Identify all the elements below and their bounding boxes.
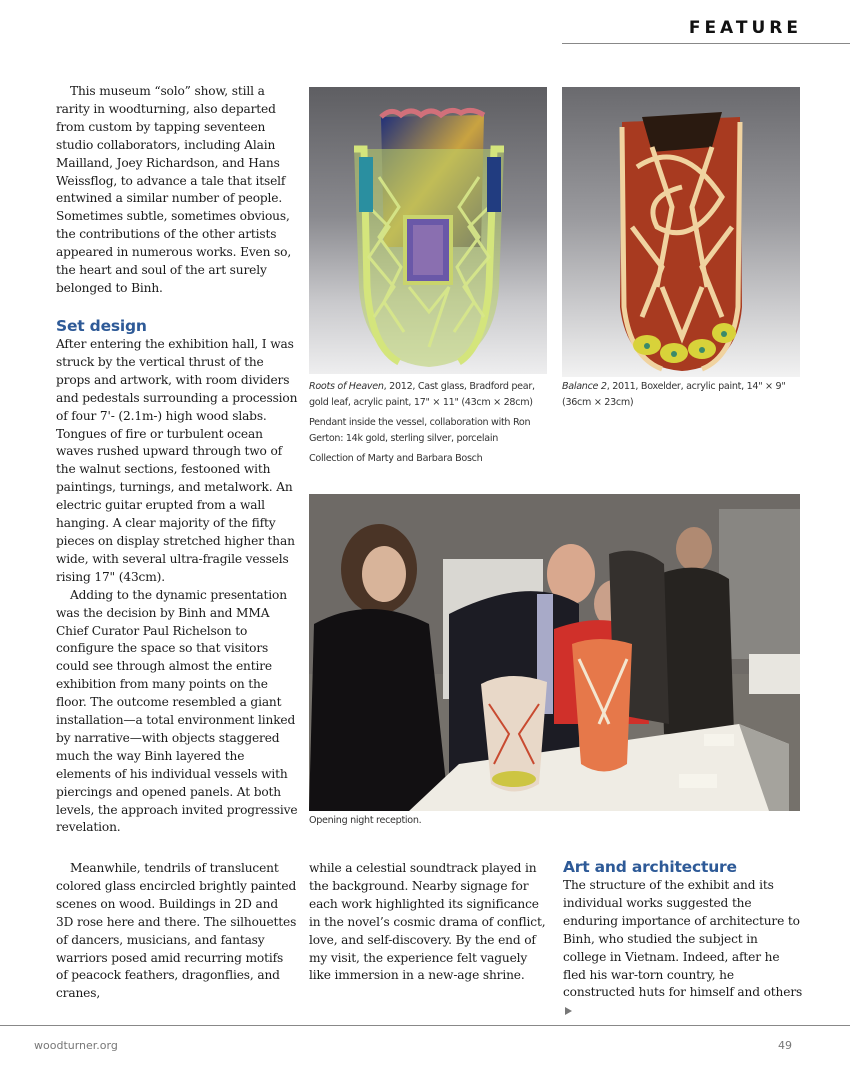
caption-text: Opening night reception. [309, 815, 422, 826]
vessel-illustration [309, 87, 547, 374]
middle-column [309, 860, 549, 985]
photo-balance-2 [562, 87, 800, 377]
artwork-details: , 2012, Cast glass, Bradford pear, gold leaf, acrylic paint, 17" × 11" (43cm × 28cm) [309, 381, 535, 408]
photo-opening-reception [309, 494, 800, 811]
photo-roots-of-heaven [309, 87, 547, 374]
artwork-title: Roots of Heaven [309, 381, 384, 392]
caption-collection: Collection of Marty and Barbara Bosch [309, 453, 483, 464]
section-label: FEATURE [688, 18, 802, 38]
caption-roots-of-heaven [309, 379, 549, 472]
page-number: 49 [778, 1039, 792, 1052]
set-design-column [56, 316, 298, 837]
art-architecture-column [563, 857, 803, 1020]
footer-rule [0, 1025, 850, 1026]
paragraph-text: The structure of the exhibit and its individual works suggested the enduring importance of architecture to Binh, who studied the subject in college in Vietnam. Indeed, after he fled his war-torn country, he constructed huts for himself and others [563, 878, 803, 1000]
caption-note: Pendant inside the vessel, collaboration with Ron Gerton: 14k gold, sterling silver, porcelain [309, 417, 531, 444]
column-continued [56, 860, 298, 1003]
body-paragraph: while a celestial soundtrack played in the background. Nearby signage for each work highlighted its significance in the novel’s cosmic drama of conflict, love, and self-discovery. By the end of my visit, the experience felt vaguely like immersion in a new-age shrine. [309, 861, 546, 983]
body-paragraph [563, 877, 803, 1020]
section-heading-art-architecture: Art and architecture [563, 858, 737, 876]
reception-scene [309, 494, 800, 811]
vessel-illustration [562, 87, 800, 377]
continue-arrow-icon [565, 1007, 572, 1015]
body-paragraph: Meanwhile, tendrils of translucent colored glass encircled brightly painted scenes on wood. Buildings in 2D and 3D rose here and there. The silhouettes of dancers, musicians, and fantasy warriors posed amid recurring motifs of peacock feathers, dragonflies, and cranes, [56, 861, 297, 1001]
body-paragraph: Adding to the dynamic presentation was the decision by Binh and MMA Chief Curator Paul Richelson to configure the space so that visitors could see through almost the entire exhibition from many points on the floor. The outcome resembled a giant installation—a total environment linked by narrative—with objects staggered much the way Binh layered the elements of his individual vessels with piercings and opened panels. At both levels, the approach invited progressive revelation. [56, 587, 298, 835]
artwork-title: Balance 2 [562, 381, 607, 392]
artwork-details: , 2011, Boxelder, acrylic paint, 14" × 9" (36cm × 23cm) [562, 381, 786, 408]
caption-reception [309, 813, 549, 834]
section-heading-set-design: Set design [56, 317, 147, 335]
body-paragraph: After entering the exhibition hall, I was struck by the vertical thrust of the props and artwork, with room dividers and pedestals surrounding a procession of four 7'- (2.1m-) high wood slabs. Tongues of fire or turbulent ocean waves rushed upward through two of the walnut sections, festooned with paintings, turnings, and metalwork. An electric guitar erupted from a wall hanging. A clear majority of the fifty pieces on display stretched higher than wide, with several ultra-fragile vessels rising 17" (43cm). [56, 337, 298, 584]
footer-website: woodturner.org [34, 1039, 118, 1052]
intro-paragraph: This museum “solo” show, still a rarity in woodturning, also departed from custom by tapping seventeen studio collaborators, including Alain Mailland, Joey Richardson, and Hans Weissflog, to advance a tale that itself entwined a similar number of people. Sometimes subtle, sometimes obvious, the contributions of the other artists appeared in numerous works. Even so, the heart and soul of the art surely belonged to Binh. [56, 84, 292, 295]
intro-column [56, 83, 298, 298]
caption-balance-2 [562, 379, 802, 415]
header-rule [562, 43, 850, 44]
